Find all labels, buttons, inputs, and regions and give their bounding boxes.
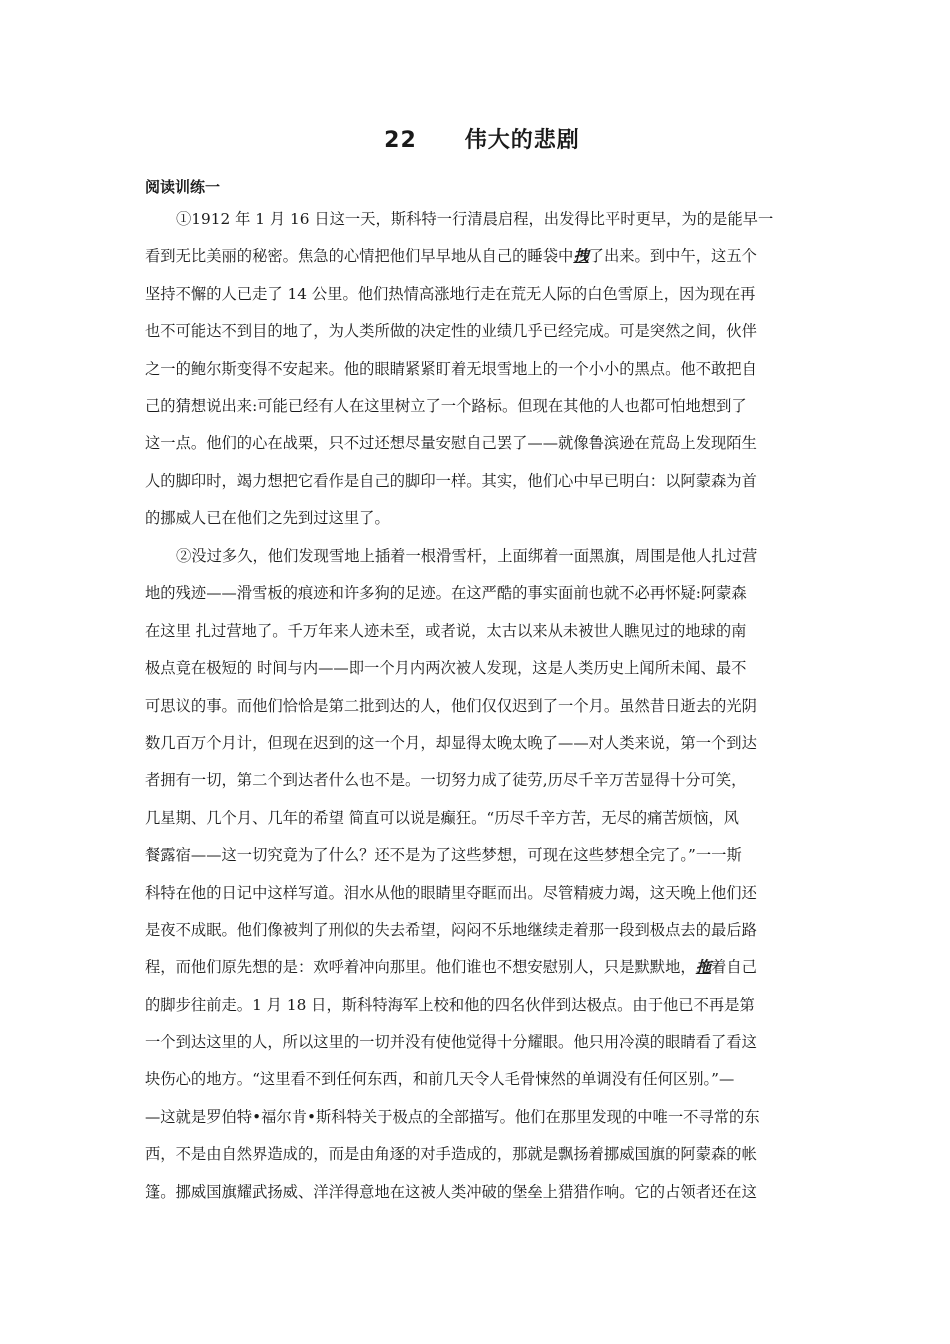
text-segment: 着自己 bbox=[711, 958, 757, 977]
text-line: 是夜不成眠。他们像被判了刑似的失去希望，闷闷不乐地继续走着那一段到极点去的最后路 bbox=[145, 920, 757, 939]
text-line: 人的脚印时，竭力想把它看作是自己的脚印一样。其实，他们心中早已明白：以阿蒙森为首 bbox=[145, 471, 757, 490]
text-segment: 了出来。到中午，这五个 bbox=[588, 247, 757, 266]
page-title bbox=[0, 124, 950, 158]
text-line bbox=[145, 949, 809, 986]
text-line: ①1912 年 1 月 16 日这一天，斯科特一行清晨启程，出发得比平时更早，为的是能早一 bbox=[176, 210, 774, 228]
text-line: 地的残迹——滑雪板的痕迹和许多狗的足迹。在这严酷的事实面前也就不必再怀疑:阿蒙森 bbox=[145, 584, 747, 603]
chapter-number: 22 bbox=[384, 128, 417, 153]
text-line: 之一的鲍尔斯变得不安起来。他的眼睛紧紧盯着无垠雪地上的一个小小的黑点。他不敢把自 bbox=[145, 359, 757, 378]
text-line: 的挪威人已在他们之先到过这里了。 bbox=[145, 509, 390, 528]
text-line: 这一点。他们的心在战栗，只不过还想尽量安慰自己罢了——就像鲁滨逊在荒岛上发现陌生 bbox=[145, 434, 757, 453]
text-line: 的脚步往前走。1 月 18 日，斯科特海军上校和他的四名伙伴到达极点。由于他已不再是第 bbox=[145, 995, 755, 1014]
text-line: 也不可能达不到目的地了，为人类所做的决定性的业绩几乎已经完成。可是突然之间，伙伴 bbox=[145, 322, 757, 341]
text-line: ②没过多久，他们发现雪地上插着一根滑雪杆，上面绑着一面黑旗，周围是他人扎过营 bbox=[176, 547, 758, 565]
text-line: 己的猜想说出来:可能已经有人在这里树立了一个路标。但现在其他的人也都可怕地想到了 bbox=[145, 396, 747, 415]
text-line: 一个到达这里的人，所以这里的一切并没有使他觉得十分耀眼。他只用冷漠的眼睛看了看这 bbox=[145, 1033, 757, 1052]
text-line: 西，不是由自然界造成的，而是由角逐的对手造成的，那就是飘扬着挪威国旗的阿蒙森的帐 bbox=[145, 1145, 757, 1164]
text-line: 数几百万个月计，但现在迟到的这一个月，却显得太晚太晚了——对人类来说，第一个到达 bbox=[145, 733, 757, 752]
text-line: 在这里 扎过营地了。千万年来人迹未至，或者说，太古以来从未被世人瞧见过的地球的南 bbox=[145, 621, 747, 640]
text-segment: 程，而他们原先想的是：欢呼着冲向那里。他们谁也不想安慰别人，只是默默地， bbox=[145, 958, 696, 977]
text-line: 极点竟在极短的 时间与内——即一个月内两次被人发现，这是人类历史上闻所未闻、最不 bbox=[145, 659, 747, 678]
section-heading: 阅读训练一 bbox=[145, 178, 221, 196]
paragraph-1 bbox=[145, 201, 809, 538]
text-line: 块伤心的地方。“这里看不到任何东西，和前几天令人毛骨悚然的单调没有任何区别。”— bbox=[145, 1070, 735, 1089]
text-line: 科特在他的日记中这样写道。泪水从他的眼睛里夺眶而出。尽管精疲力竭，这天晚上他们还 bbox=[145, 883, 757, 902]
text-line: —这就是罗伯特•福尔肯•斯科特关于极点的全部描写。他们在那里发现的中唯一不寻常的东 bbox=[145, 1107, 760, 1126]
text-line: 几星期、几个月、几年的希望 简直可以说是癫狂。“历尽千辛方苦，无尽的痛苦烦恼，风 bbox=[145, 808, 739, 827]
text-line: 餐露宿——这一切究竟为了什么？还不是为了这些梦想，可现在这些梦想全完了。”一一斯 bbox=[145, 846, 742, 865]
emphasized-word: 拖 bbox=[695, 958, 712, 977]
chapter-title: 伟大的悲剧 bbox=[464, 128, 580, 153]
emphasized-word: 拽 bbox=[573, 247, 589, 266]
text-segment: 看到无比美丽的秘密。焦急的心情把他们早早地从自己的睡袋中 bbox=[145, 247, 574, 266]
paragraph-2 bbox=[145, 538, 809, 1211]
text-line bbox=[145, 238, 809, 275]
text-line: 可思议的事。而他们恰恰是第二批到达的人，他们仅仅迟到了一个月。虽然昔日逝去的光阴 bbox=[145, 696, 757, 715]
text-line: 者拥有一切，第二个到达者什么也不是。一切努力成了徒劳,历尽千辛万苦显得十分可笑， bbox=[145, 771, 747, 790]
text-line: 篷。挪威国旗耀武扬威、洋洋得意地在这被人类冲破的堡垒上猎猎作响。它的占领者还在这 bbox=[145, 1182, 757, 1201]
text-line: 坚持不懈的人已走了 14 公里。他们热情高涨地行走在荒无人际的白色雪原上，因为现在再 bbox=[145, 284, 756, 303]
